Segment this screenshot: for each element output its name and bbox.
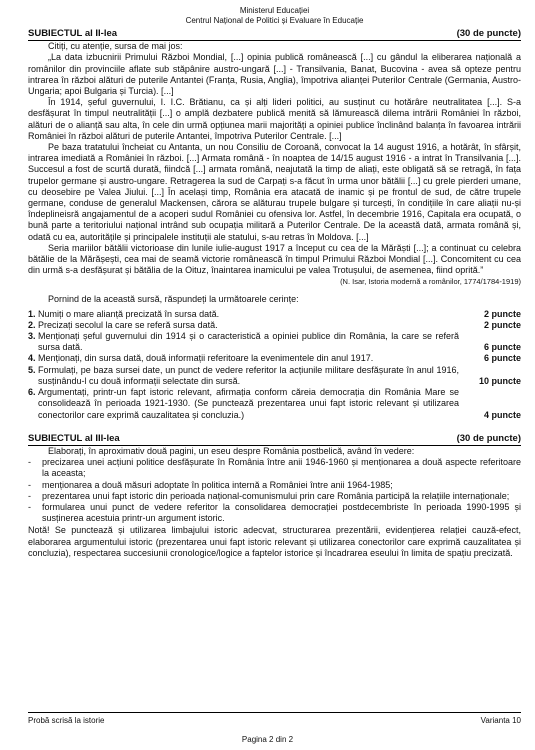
essay-requirement-3: - prezentarea unui fapt istoric din perioada național-comunismului prin care România participă la relațiile internaționale; bbox=[28, 491, 521, 502]
requirement-text: formularea unui punct de vedere referitor la consolidarea democrației postdecembriste în perioada 1990-1995 și susținerea acestuia printr-un argument istoric. bbox=[42, 501, 521, 524]
source-paragraph-2: În 1914, șeful guvernului, I. I.C. Brătianu, ca și alți lideri politici, au susținut cu hotărâre neutralitatea [...]. S-a desfășurat în timpul neutralității [...] o amplă dezbatere publică menită să lămurească dilema intrării României în război, alături de o alianță sau alta, în cele din urmă opțiunea marii majorități a opiniei publice înclinând balanța în favoarea intrării României în război alături de puterile Antantei, împotriva Puterilor Centrale. [...] bbox=[28, 97, 521, 141]
question-2 bbox=[28, 320, 521, 331]
question-number: 3. bbox=[28, 331, 36, 342]
question-text: Argumentați, printr-un fapt istoric relevant, afirmația conform căreia democrația din România Mare se consolidează în perioada 1921-1930. (Se punctează prezentarea unui fapt istoric relevant și utilizarea conectorilor care exprimă cauzalitatea și concluzia.) bbox=[38, 387, 459, 420]
requirement-text: precizarea unei acțiuni politice desfășurate în România între anii 1946-1960 și menționarea a două aspecte referitoare la aceasta; bbox=[42, 457, 521, 479]
page-footer bbox=[28, 712, 521, 726]
requirement-text: prezentarea unui fapt istoric din perioada național-comunismului prin care România participă la relațiile internaționale; bbox=[42, 490, 510, 501]
center-name: Centrul Național de Politici și Evaluare în Educație bbox=[185, 16, 364, 25]
section-3-heading bbox=[28, 433, 521, 446]
question-text: Precizați secolul la care se referă sursa dată. bbox=[38, 319, 218, 330]
exam-name: Probă scrisă la istorie bbox=[28, 716, 105, 725]
requirement-text: menționarea a două măsuri adoptate în politica internă a României între anii 1964-1985; bbox=[42, 479, 393, 490]
section-2-intro: Citiți, cu atenție, sursa de mai jos: bbox=[48, 41, 183, 52]
source-paragraph-4: Seria mariilor bătălii victorioase din lunile iulie-august 1917 a început cu cea de la Mărăști [...]; a continuat cu celebra bătălie de la Mărășești, cea mai de seamă victorie românească în timpul Primului Război Mondial [...]. Concomitent cu cea din urmă s-a desfășurat și bătălia de la Oituz, înaintarea inamicului pe valea Trotușului, de asemenea, fiind oprită.” bbox=[28, 242, 521, 276]
question-points: 4 puncte bbox=[483, 409, 521, 420]
question-5 bbox=[28, 365, 521, 387]
question-points: 10 puncte bbox=[478, 375, 521, 386]
question-number: 1. bbox=[28, 308, 36, 319]
question-points: 2 puncte bbox=[483, 319, 521, 330]
question-number: 5. bbox=[28, 364, 36, 375]
question-number: 4. bbox=[28, 353, 36, 364]
essay-requirement-1: - precizarea unei acțiuni politice desfășurate în România între anii 1946-1960 și menționarea a două aspecte referitoare la aceasta; bbox=[28, 457, 521, 479]
question-3 bbox=[28, 331, 521, 353]
variant-label: Varianta 10 bbox=[480, 716, 521, 725]
question-points: 6 puncte bbox=[483, 353, 521, 364]
question-text: Menționați șeful guvernului din 1914 și o caracteristică a opiniei publice din România, la care se referă sursa dată. bbox=[38, 331, 459, 353]
ministry-name: Ministerul Educației bbox=[239, 6, 310, 15]
source-citation: (N. Isar, Istoria modernă a românilor, 1774/1784-1919) bbox=[340, 277, 521, 287]
question-1 bbox=[28, 309, 521, 320]
essay-requirement-4: - formularea unui punct de vedere referitor la consolidarea democrației postdecembriste în perioada 1990-1995 și susținerea acestuia printr-un argument istoric. bbox=[28, 501, 521, 524]
section-3-points: (30 de puncte) bbox=[456, 432, 521, 444]
page-number: Pagina 2 din 2 bbox=[241, 735, 294, 744]
grading-note: Notă! Se punctează și utilizarea limbajului istoric adecvat, structurarea prezentării, evidențierea relației cauză-efect, elaborarea argumentului istoric (prezentarea unui fapt istoric relevant și utilizarea conectorilor care exprimă cauzalitatea și concluzia), respectarea succesiunii cronologice/logice a faptelor istorice și încadrarea eseului în limita de spațiu precizată. bbox=[28, 525, 521, 558]
document-header bbox=[28, 6, 521, 26]
section-3-title: SUBIECTUL al III-lea bbox=[28, 432, 120, 444]
source-paragraph-3: Pe baza tratatului încheiat cu Antanta, un nou Consiliu de Coroană, convocat la 14 august 1916, a hotărât, în sfârșit, intrarea imediată a României în război. [...] Armata română - în noaptea de 14/15 august 1916 - a intrat în Transilvania [...]. Succesul a fost de scurtă durată, fiindcă [...] armata română, neajutată la timp de aliați, este obligată să se retragă, în fața trupelor germane și austro-ungare. Retragerea la sud de Carpați s-a făcut în urma unor bătălii [...] cu grele pierderi umane, cu deosebire pe Valea Jiului. [...] În același timp, România era atacată de inamic și pe frontul de sud, de către trupele germane, conduse de generalul Mackensen, cărora se alăturau trupele bulgare și turcești, în condițiile în care aliații nu-și îndeplineisră angajamentul de a acoperi sudul României cu ofensiva lor. Astfel, în decembrie 1916, Capitala era ocupată, o bună parte a teritoriului național intrând sub ocupația militară a Puterilor Centrale. De la această dată, armata română și, odată cu ea, autoritățile și principalele instituții ale statului, s-au retras în Moldova. [...] bbox=[28, 142, 521, 242]
question-number: 2. bbox=[28, 319, 36, 330]
questions-lead: Pornind de la această sursă, răspundeți la următoarele cerințe: bbox=[48, 294, 299, 305]
question-text: Menționați, din sursa dată, două informații referitoare la evenimentele din anul 1917. bbox=[38, 353, 374, 364]
section-2-heading bbox=[28, 28, 521, 41]
question-text: Formulați, pe baza sursei date, un punct de vedere referitor la acțiunile militare desfășurate în anul 1916, susținându-l cu două informații selectate din sursă. bbox=[38, 364, 459, 386]
question-4 bbox=[28, 353, 521, 364]
section-2-points: (30 de puncte) bbox=[456, 28, 521, 39]
question-text: Numiți o mare alianță precizată în sursa dată. bbox=[38, 308, 220, 319]
section-3-intro: Elaborați, în aproximativ două pagini, un eseu despre România postbelică, având în vedere: bbox=[48, 445, 415, 456]
question-points: 6 puncte bbox=[483, 342, 521, 353]
source-paragraph-1: „La data izbucnirii Primului Război Mondial, [...] opinia publică românească [...] cu gândul la eliberarea națională a românilor din provinciile aflate sub stăpânire austro-ungară [...] - Transilvania, Banat, Bucovina - avea să opteze pentru intrarea în război alături de puterile Antantei (Franța, Rusia, Anglia), împotriva alianței Puterilor Centrale (Germania, Austro-Ungaria; apoi Bulgaria și Turcia). [...] bbox=[28, 52, 521, 97]
question-points: 2 puncte bbox=[483, 308, 521, 319]
section-2-title: SUBIECTUL al II-lea bbox=[28, 28, 118, 39]
question-number: 6. bbox=[28, 387, 36, 398]
essay-requirement-2: - menționarea a două măsuri adoptate în politica internă a României între anii 1964-1985; bbox=[28, 480, 521, 491]
question-6 bbox=[28, 387, 521, 421]
